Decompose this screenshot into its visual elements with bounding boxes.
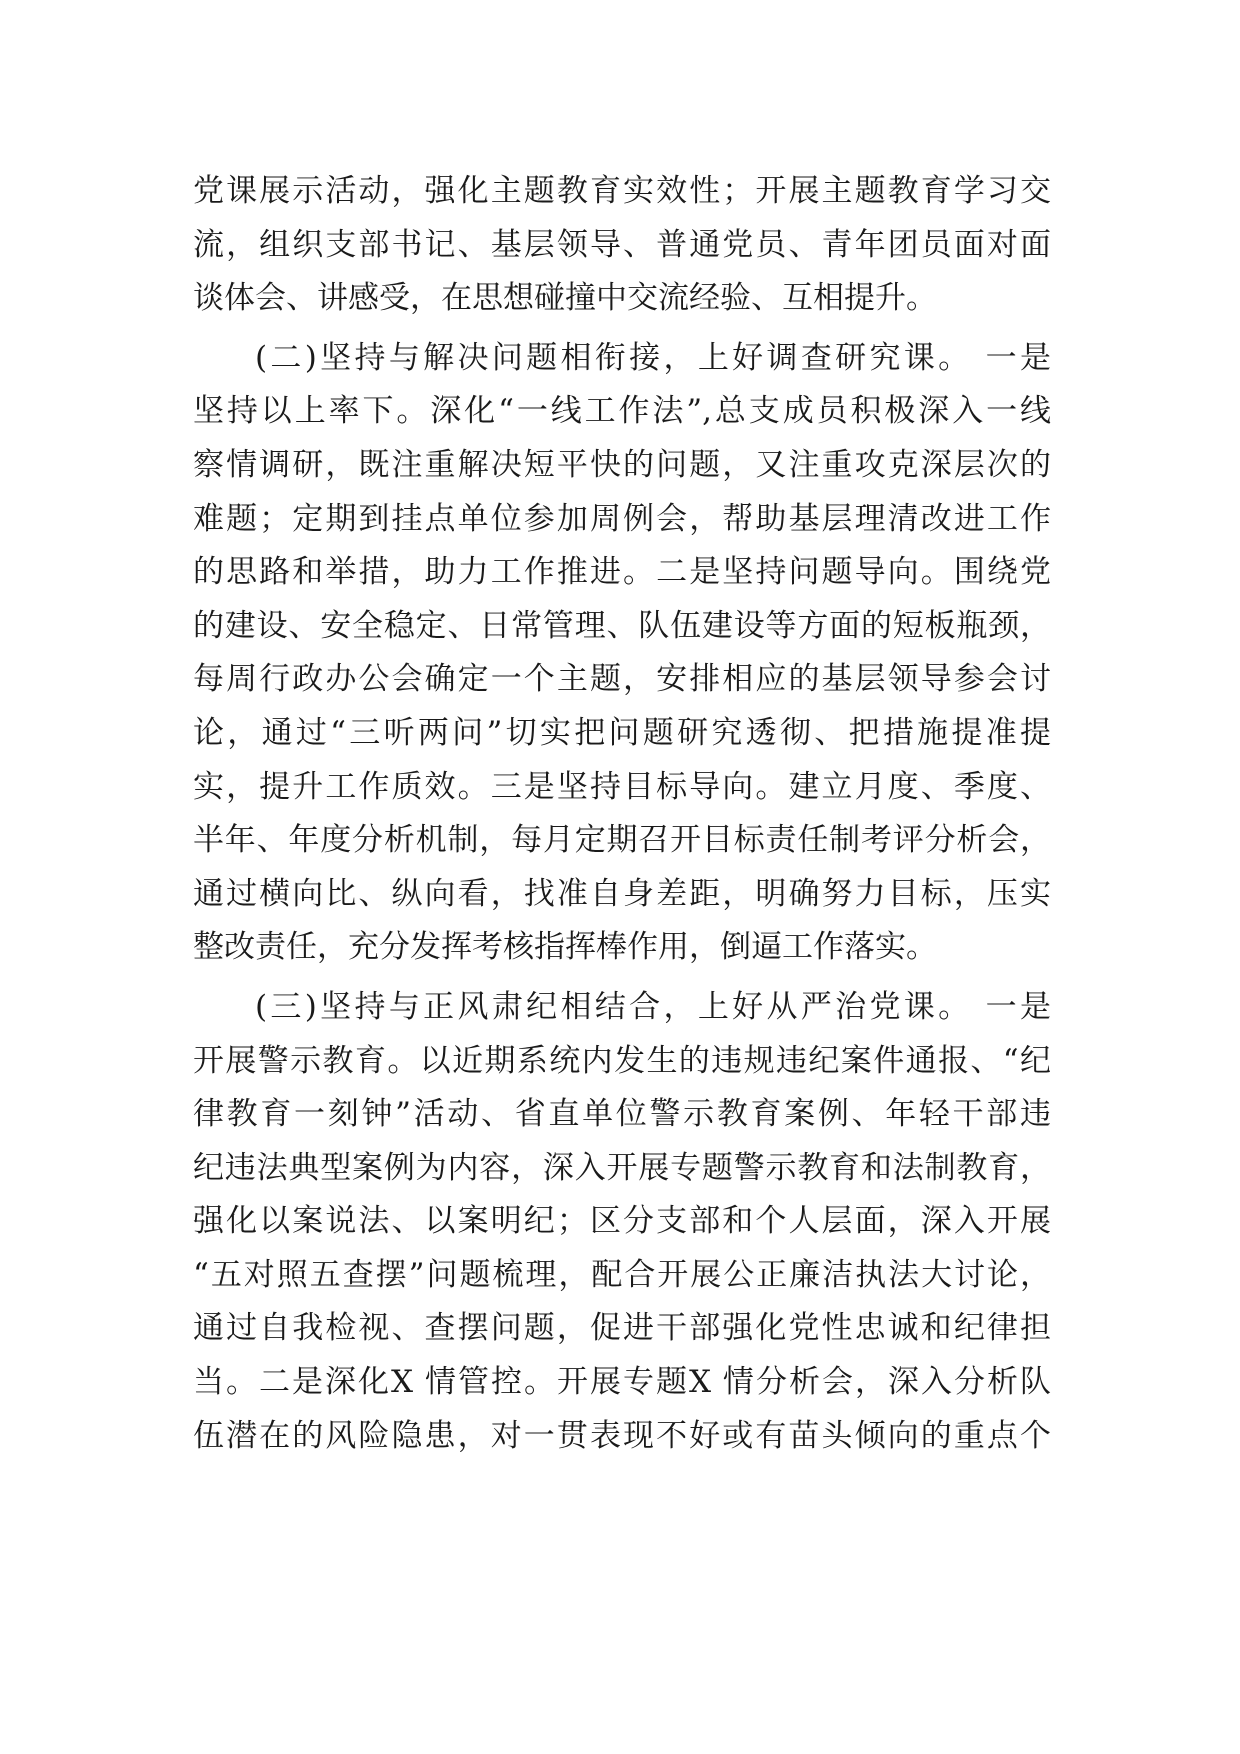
- text-line: 纪违法典型案例为内容，深入开展专题警示教育和法制教育，: [193, 1149, 1051, 1186]
- text-line: 的建设、安全稳定、日常管理、队伍建设等方面的短板瓶颈，: [193, 607, 1051, 644]
- text-line: 半年、年度分析机制，每月定期召开目标责任制考评分析会，: [193, 822, 1051, 859]
- paragraph-continuation: [193, 165, 1051, 326]
- text-line: 谈体会、讲感受，在思想碰撞中交流经验、互相提升。: [193, 280, 937, 317]
- text-line: 的思路和举措，助力工作推进。二是坚持问题导向。围绕党: [193, 554, 1051, 591]
- paragraph-section-3: [193, 981, 1051, 1463]
- text-line: 察情调研，既注重解决短平快的问题，又注重攻克深层次的: [193, 446, 1051, 483]
- text-line: 开展警示教育。以近期系统内发生的违规违纪案件通报、“纪: [193, 1042, 1051, 1079]
- text-line: “五对照五查摆”问题梳理，配合开展公正廉洁执法大讨论，: [193, 1256, 1051, 1293]
- section-heading-line: (二)坚持与解决问题相衔接，上好调查研究课。 一是: [255, 339, 1051, 376]
- paragraph-section-2: [193, 332, 1051, 975]
- text-line: 整改责任，充分发挥考核指挥棒作用，倒逼工作落实。: [193, 929, 937, 966]
- text-line: 通过自我检视、查摆问题，促进干部强化党性忠诚和纪律担: [193, 1310, 1051, 1347]
- text-line: 伍潜在的风险隐患，对一贯表现不好或有苗头倾向的重点个: [193, 1417, 1051, 1454]
- text-line: 难题；定期到挂点单位参加周例会，帮助基层理清改进工作: [193, 500, 1051, 537]
- section-heading-line: (三)坚持与正风肃纪相结合，上好从严治党课。 一是: [255, 988, 1051, 1025]
- text-line: 实，提升工作质效。三是坚持目标导向。建立月度、季度、: [193, 768, 1051, 805]
- text-line: 坚持以上率下。深化“一线工作法”,总支成员积极深入一线: [193, 393, 1051, 430]
- text-line: 论，通过“三听两问”切实把问题研究透彻、把措施提准提: [193, 714, 1051, 751]
- text-line: 通过横向比、纵向看，找准自身差距，明确努力目标，压实: [193, 875, 1051, 912]
- text-line: 律教育一刻钟”活动、省直单位警示教育案例、年轻干部违: [193, 1096, 1051, 1133]
- text-line: 流，组织支部书记、基层领导、普通党员、青年团员面对面: [193, 226, 1051, 263]
- text-line: 当。二是深化X 情管控。开展专题X 情分析会，深入分析队: [193, 1364, 1051, 1401]
- document-page: [193, 165, 1051, 1463]
- text-line: 党课展示活动，强化主题教育实效性；开展主题教育学习交: [193, 173, 1051, 209]
- text-line: 每周行政办公会确定一个主题，安排相应的基层领导参会讨: [193, 661, 1051, 698]
- text-line: 强化以案说法、以案明纪；区分支部和个人层面，深入开展: [193, 1203, 1051, 1240]
